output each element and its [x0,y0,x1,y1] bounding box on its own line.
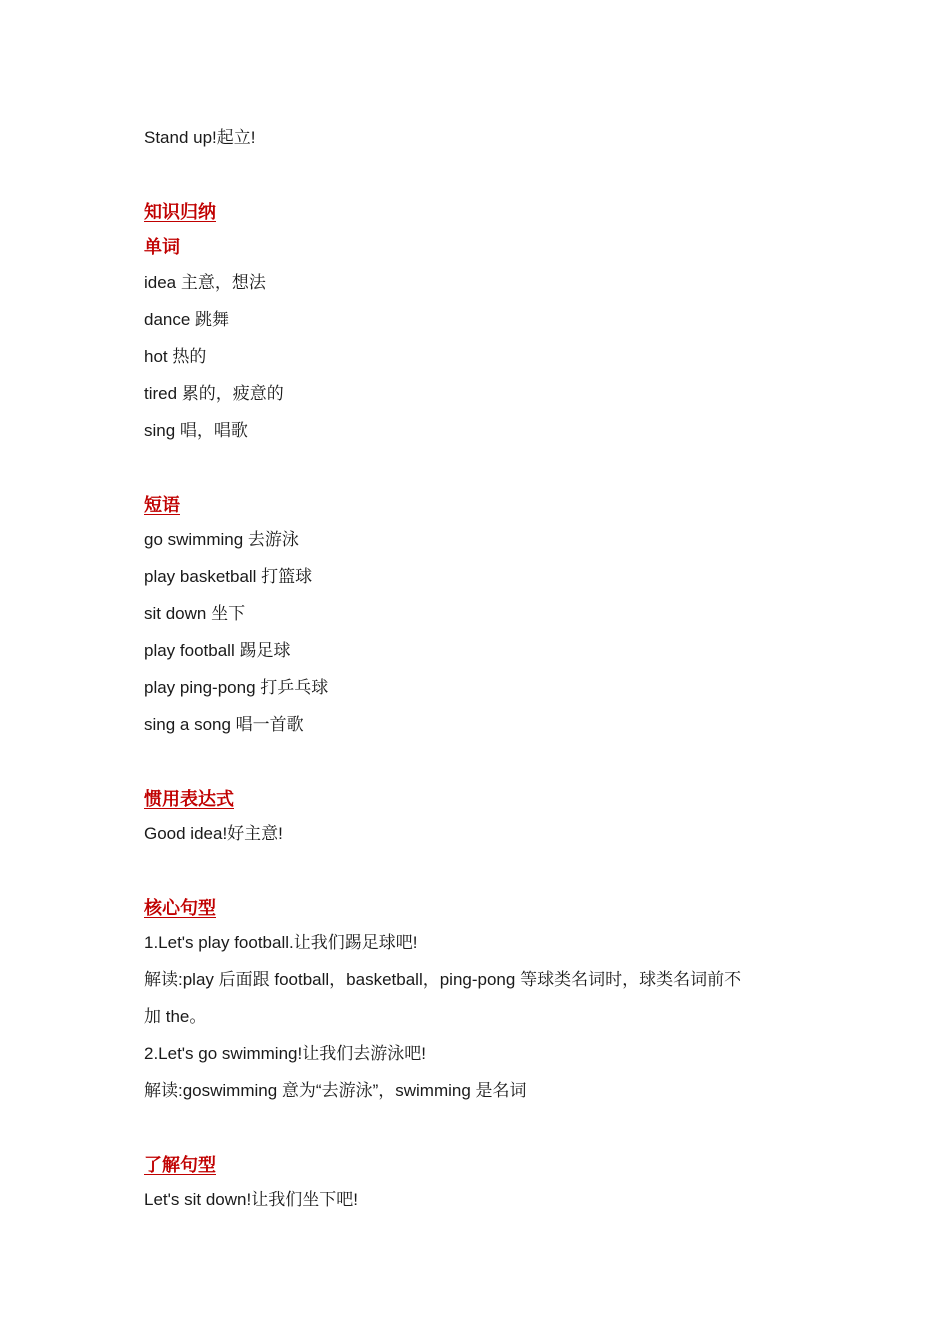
core-heading: 核心句型 [144,898,216,918]
phrase-item: play basketball 打篮球 [144,567,313,586]
understand-heading: 了解句型 [144,1155,216,1175]
expressions-heading: 惯用表达式 [144,789,234,809]
word-item: idea 主意，想法 [144,273,266,292]
core-line: 解读:play 后面跟 football，basketball，ping-pong 等球类名词时，球类名词前不 [144,970,742,989]
word-item: dance 跳舞 [144,310,230,329]
phrase-item: sit down 坐下 [144,604,246,623]
phrase-item: play ping-pong 打乒乓球 [144,678,329,697]
expression-item: Good idea!好主意! [144,824,283,843]
summary-heading: 知识归纳 [144,202,216,222]
phrases-heading: 短语 [144,495,180,515]
words-heading: 单词 [144,237,180,257]
phrase-item: sing a song 唱一首歌 [144,715,304,734]
intro-sentence: Stand up!起立! [144,128,256,147]
word-item: hot 热的 [144,347,207,366]
phrase-item: go swimming 去游泳 [144,530,299,549]
core-line: 解读:goswimming 意为“去游泳”，swimming 是名词 [144,1081,527,1100]
core-line: 1.Let's play football.让我们踢足球吧! [144,933,418,952]
understand-line: Let's sit down!让我们坐下吧! [144,1190,358,1209]
word-item: sing 唱，唱歌 [144,421,248,440]
word-item: tired 累的，疲意的 [144,384,284,403]
phrase-item: play football 踢足球 [144,641,291,660]
core-line: 加 the。 [144,1007,207,1026]
core-line: 2.Let's go swimming!让我们去游泳吧! [144,1044,426,1063]
